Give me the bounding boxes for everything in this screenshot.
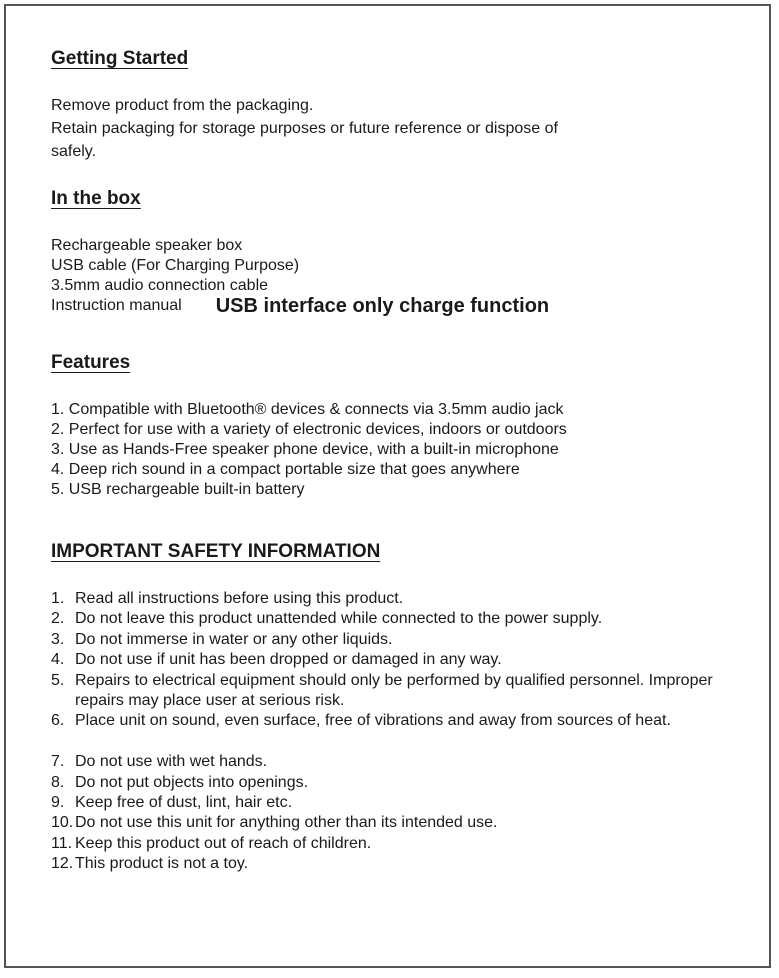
features-list [51,400,567,500]
list-item [51,630,735,650]
getting-started-line: Remove product from the packaging. [51,97,314,114]
item-text: Repairs to electrical equipment should only be performed by qualified personnel. Improper repairs may place user at serious risk. [75,671,713,709]
item-number: 6. [51,712,65,730]
item-number: 4. [51,651,65,669]
list-item: 4. Deep rich sound in a compact portable size that goes anywhere [51,461,520,478]
list-item: 1. Compatible with Bluetooth® devices & connects via 3.5mm audio jack [51,401,564,418]
item-number: 7. [51,753,65,771]
item-text: Do not put objects into openings. [75,773,309,791]
item-text: Keep this product out of reach of children. [75,834,372,852]
list-item: USB cable (For Charging Purpose) [51,257,300,274]
item-number: 3. [51,630,65,648]
safety-heading: IMPORTANT SAFETY INFORMATION [51,541,381,562]
list-item [51,296,549,316]
list-item: 3. Use as Hands-Free speaker phone device, with a built-in microphone [51,441,559,458]
item-number: 2. [51,610,65,628]
list-item [51,609,735,629]
item-text: Keep free of dust, lint, hair etc. [75,793,293,811]
list-item [51,650,735,670]
getting-started-heading: Getting Started [51,48,189,69]
document-page [4,4,771,968]
item-number: 1. [51,590,65,607]
list-item [51,589,735,609]
getting-started-line: safely. [51,143,97,160]
item-number: 12. [51,855,74,873]
item-text: Place unit on sound, even surface, free of vibrations and away from sources of heat. [75,712,671,730]
item-text: This product is not a toy. [75,855,249,873]
list-item: 3.5mm audio connection cable [51,277,269,294]
list-item [51,711,735,752]
item-text: Do not use if unit has been dropped or damaged in any way. [75,651,502,669]
item-number: 10. [51,814,74,832]
safety-list [51,589,735,875]
list-item [51,671,735,712]
item-text: Read all instructions before using this product. [75,590,404,607]
item-text: Do not use this unit for anything other than its intended use. [75,814,498,832]
list-item [51,813,735,833]
usb-charge-note: USB interface only charge function [215,295,550,317]
list-item: 5. USB rechargeable built-in battery [51,481,305,498]
item-number: 8. [51,773,65,791]
in-the-box-heading: In the box [51,188,141,209]
list-item: Rechargeable speaker box [51,237,243,254]
item-number: 11. [51,834,73,852]
list-item [51,854,735,874]
item-text: Do not immerse in water or any other liquids. [75,630,393,648]
list-item [51,793,735,813]
list-item [51,834,735,854]
list-item-text: Instruction manual [51,297,182,314]
item-text: Do not use with wet hands. [75,753,268,771]
getting-started-line: Retain packaging for storage purposes or future reference or dispose of [51,120,558,137]
item-number: 5. [51,671,65,689]
in-the-box-list [51,236,549,316]
item-number: 9. [51,793,65,811]
features-heading: Features [51,352,131,373]
item-text: Do not leave this product unattended while connected to the power supply. [75,610,603,628]
list-item [51,752,735,772]
list-item: 2. Perfect for use with a variety of electronic devices, indoors or outdoors [51,421,567,438]
list-item [51,773,735,793]
